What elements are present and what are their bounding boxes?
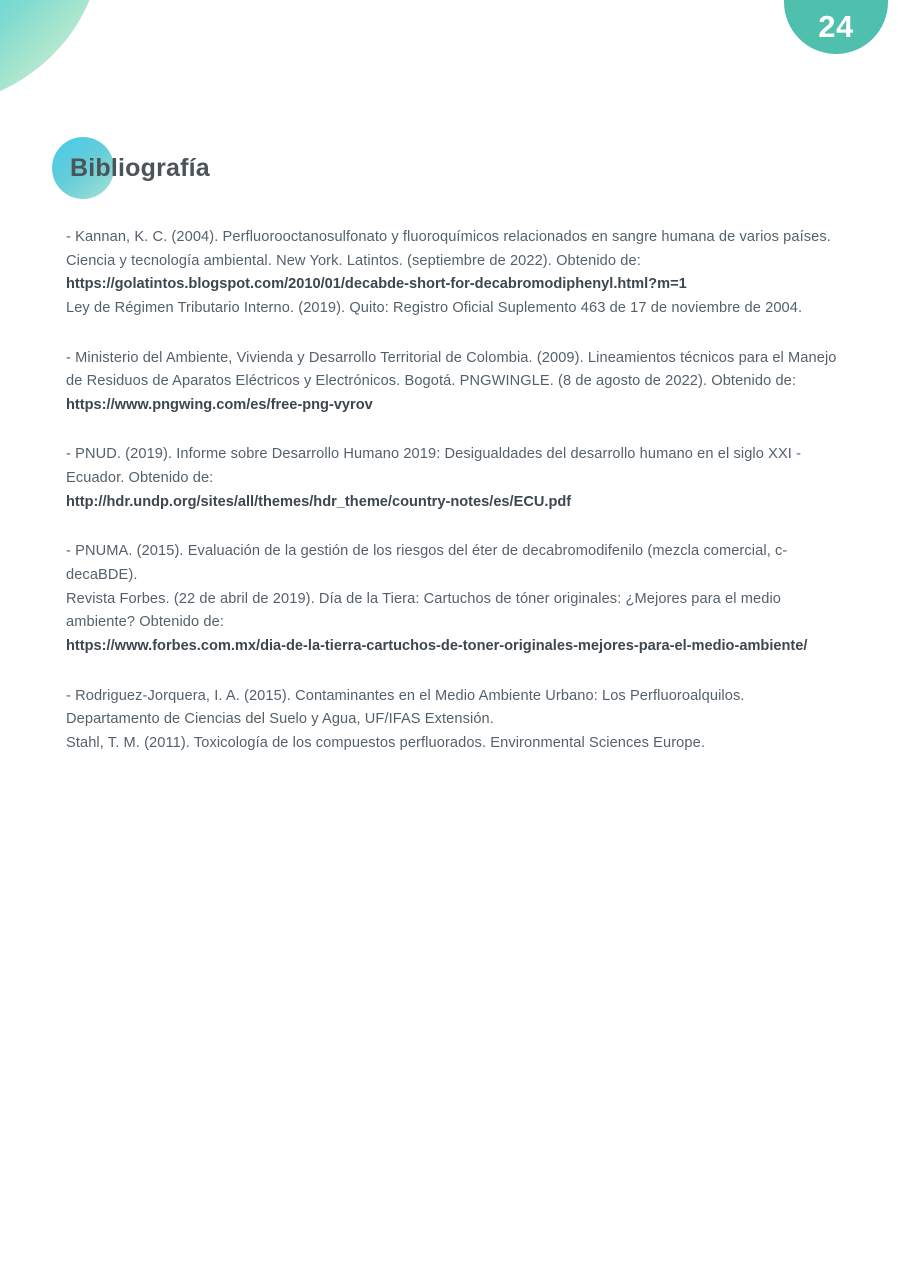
bibliography-entry-url[interactable]: https://golatintos.blogspot.com/2010/01/decabde-short-for-decabromodiphenyl.html?m=1 [66, 276, 687, 293]
decorative-corner-blob-inner [0, 0, 12, 16]
bibliography-entry [66, 540, 840, 658]
bibliography-list [66, 226, 840, 782]
bibliography-entry [66, 226, 840, 321]
bibliography-entry-url[interactable]: http://hdr.undp.org/sites/all/themes/hdr_theme/country-notes/es/ECU.pdf [66, 493, 572, 510]
bibliography-entry-text: - Ministerio del Ambiente, Vivienda y Desarrollo Territorial de Colombia. (2009). Lineamientos técnicos para el Manejo de Residuos de Aparatos Eléctricos y Electrónicos. Bogotá. PNGWINGLE. (8 de agosto de 2022). Obtenido de: [66, 349, 837, 390]
bibliography-entry-text: Ley de Régimen Tributario Interno. (2019). Quito: Registro Oficial Suplemento 463 de 17 de noviembre de 2004. [66, 299, 803, 316]
bibliography-entry [66, 443, 840, 514]
bibliography-entry-url[interactable]: https://www.pngwing.com/es/free-png-vyrov [66, 396, 373, 413]
bibliography-entry [66, 347, 840, 418]
bibliography-entry-text: - PNUMA. (2015). Evaluación de la gestión de los riesgos del éter de decabromodifenilo (mezcla comercial, c-decaBDE). [66, 543, 788, 584]
bibliography-entry [66, 685, 840, 756]
bibliography-entry-text: - Kannan, K. C. (2004). Perfluorooctanosulfonato y fluoroquímicos relacionados en sangre humana de varios países. Ciencia y tecnología ambiental. New York. Latintos. (septiembre de 2022). Obtenido de: [66, 229, 831, 269]
bibliography-entry-text: - Rodriguez-Jorquera, I. A. (2015). Contaminantes en el Medio Ambiente Urbano: Los Perfluoroalquilos. Departamento de Ciencias del Suelo y Agua, UF/IFAS Extensión. [66, 687, 745, 728]
page-number-badge [784, 0, 888, 54]
bibliography-entry-text: Stahl, T. M. (2011). Toxicología de los compuestos perfluorados. Environmental Sciences Europe. [66, 734, 705, 751]
section-heading [52, 137, 210, 199]
bibliography-entry-text: - PNUD. (2019). Informe sobre Desarrollo Humano 2019: Desigualdades del desarrollo humano en el siglo XXI - Ecuador. Obtenido de: [66, 446, 802, 487]
bibliography-entry-url[interactable]: https://www.forbes.com.mx/dia-de-la-tierra-cartuchos-de-toner-originales-mejores-para-el-medio-ambiente/ [66, 637, 808, 654]
bibliography-entry-text: Revista Forbes. (22 de abril de 2019). Día de la Tiera: Cartuchos de tóner originales: ¿Mejores para el medio ambiente? Obtenido de: [66, 590, 781, 631]
page-number-label: 24 [818, 9, 854, 44]
decorative-corner-blob [0, 0, 102, 108]
page-title: Bibliografía [70, 153, 210, 182]
